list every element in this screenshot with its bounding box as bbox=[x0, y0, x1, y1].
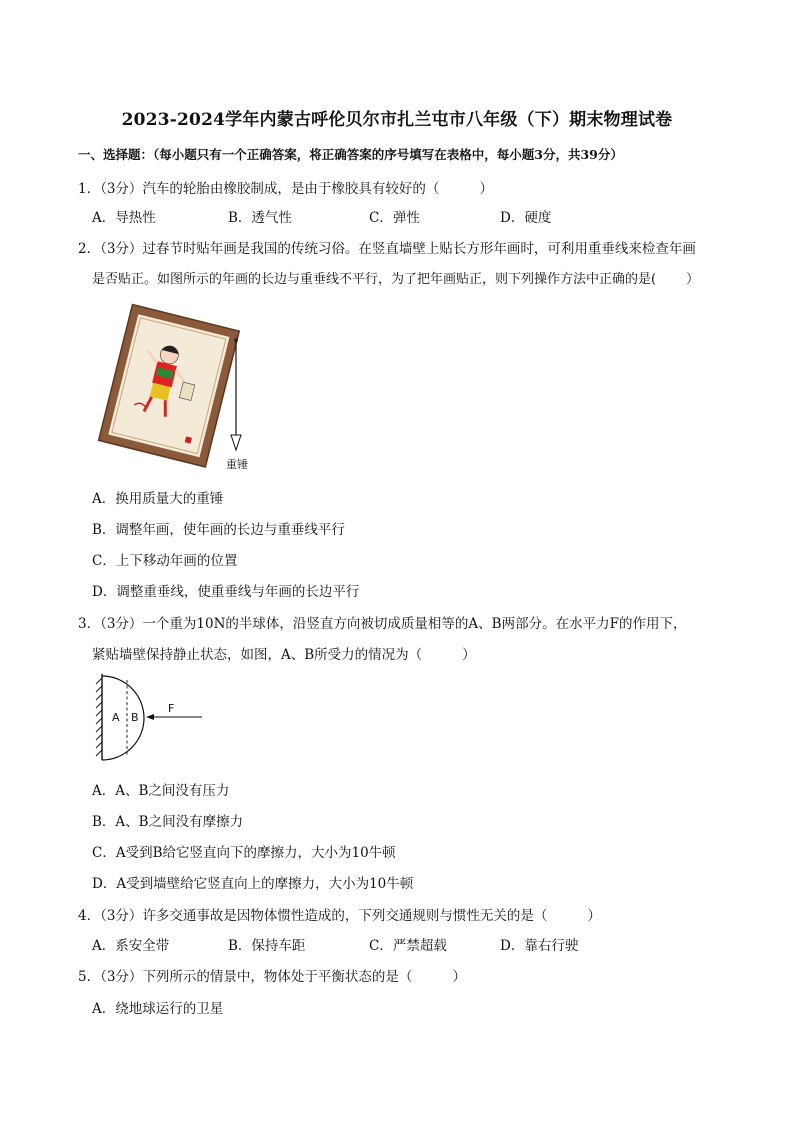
section-heading: 一、选择题：（每小题只有一个正确答案，将正确答案的序号填写在表格中，每小题3分，共39分） bbox=[78, 147, 623, 162]
question-1: 1．（3分）汽车的轮胎由橡胶制成，是由于橡胶具有较好的（ ） bbox=[78, 181, 493, 197]
figure-label-plumb: 重锤 bbox=[226, 458, 248, 471]
label-b: B bbox=[131, 711, 139, 724]
option-3d: D．A受到墙壁给它竖直向上的摩擦力，大小为10牛顿 bbox=[92, 876, 414, 892]
option-2b: B．调整年画，使年画的长边与重垂线平行 bbox=[92, 522, 345, 538]
question-score: （3分） bbox=[100, 908, 143, 924]
label-f: F bbox=[168, 702, 175, 715]
option-3b: B．A、B之间没有摩擦力 bbox=[92, 814, 244, 830]
option-3a: A．A、B之间没有压力 bbox=[92, 783, 230, 799]
wall-hatching bbox=[96, 678, 102, 756]
question-text: 一个重为10N的半球体，沿竖直方向被切成质量相等的A、B两部分。在水平力F的作用下， bbox=[142, 616, 687, 632]
question-number: 5． bbox=[78, 969, 101, 985]
question-2-line-2: 是否贴正。如图所示的年画的长边与重垂线不平行，为了把年画贴正，则下列操作方法中正确的是( ） bbox=[92, 272, 700, 287]
question-2 bbox=[78, 237, 696, 257]
option-2c: C．上下移动年画的位置 bbox=[92, 553, 238, 569]
question-number: 3． bbox=[78, 616, 101, 632]
question-text: 过春节时贴年画是我国的传统习俗。在竖直墙壁上贴长方形年画时，可利用重垂线来检查年画 bbox=[142, 241, 696, 257]
option-1a: A．导热性 bbox=[92, 210, 156, 226]
label-a: A bbox=[112, 711, 120, 724]
option-1c: C．弹性 bbox=[369, 210, 420, 226]
question-score: （3分） bbox=[100, 969, 143, 985]
plumb-bob bbox=[231, 435, 241, 450]
page-title: 2023-2024学年内蒙古呼伦贝尔市扎兰屯市八年级（下）期末物理试卷 bbox=[121, 110, 673, 130]
option-4d: D．靠右行驶 bbox=[500, 938, 579, 954]
force-arrowhead bbox=[146, 714, 154, 720]
question-score: （3分） bbox=[100, 241, 143, 257]
option-4a: A．系安全带 bbox=[92, 938, 170, 954]
question-5: 5．（3分）下列所示的情景中，物体处于平衡状态的是（ ） bbox=[78, 969, 466, 985]
question-3 bbox=[78, 612, 686, 632]
option-1b: B．透气性 bbox=[228, 210, 292, 226]
question-4: 4．（3分）许多交通事故是因物体惯性造成的，下列交通规则与惯性无关的是（ ） bbox=[78, 908, 601, 924]
option-1d: D．硬度 bbox=[500, 210, 552, 226]
option-2d: D．调整重垂线，使重垂线与年画的长边平行 bbox=[92, 584, 360, 600]
question-number: 4． bbox=[78, 908, 101, 924]
option-4c: C．严禁超载 bbox=[369, 938, 447, 954]
question-text: 下列所示的情景中，物体处于平衡状态的是（ bbox=[142, 969, 413, 985]
option-5a: A．绕地球运行的卫星 bbox=[92, 1001, 224, 1017]
question-score: （3分） bbox=[100, 181, 143, 197]
question-text: 许多交通事故是因物体惯性造成的，下列交通规则与惯性无关的是（ bbox=[142, 908, 548, 924]
new-year-painting-figure bbox=[96, 300, 266, 475]
question-3-line-2: 紧贴墙壁保持静止状态，如图，A、B所受力的情况为（ ） bbox=[92, 647, 476, 663]
option-3c: C．A受到B给它竖直向下的摩擦力，大小为10牛顿 bbox=[92, 845, 396, 861]
option-4b: B．保持车距 bbox=[228, 938, 306, 954]
question-number: 1． bbox=[78, 181, 101, 197]
hemisphere-figure bbox=[94, 672, 214, 764]
question-number: 2． bbox=[78, 241, 101, 257]
question-text: 汽车的轮胎由橡胶制成，是由于橡胶具有较好的（ bbox=[142, 181, 440, 197]
question-score: （3分） bbox=[100, 616, 143, 632]
option-2a: A．换用质量大的重锤 bbox=[92, 491, 224, 507]
